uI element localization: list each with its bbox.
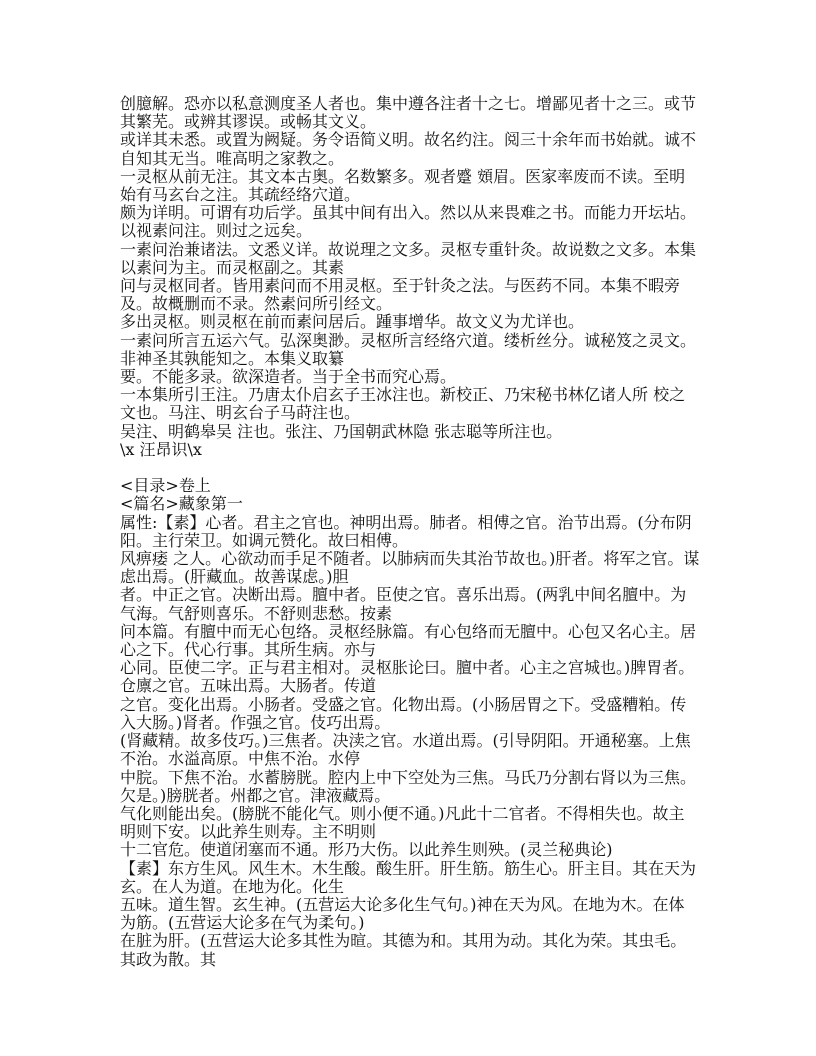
preface-section xyxy=(120,95,700,459)
paragraph: 风痹痿 之人。心欲动而手足不随者。以肺病而失其治节故也。)肝者。将军之官。谋虑出焉。(肝藏血。故善谋虑。)胆 xyxy=(120,549,700,587)
paragraph: 要。不能多录。欲深造者。当于全书而究心焉。 xyxy=(120,367,457,387)
paragraph: 一素问治兼诸法。文悉义详。故说理之文多。灵枢专重针灸。故说数之文多。本集以素问为主。而灵枢副之。其素 xyxy=(120,239,697,277)
paragraph: 创臆解。恐亦以私意测度圣人者也。集中遵各注者十之七。增鄙见者十之三。或节其繁芜。或辨其谬误。或畅其文义。 xyxy=(120,94,697,132)
paragraph: 问与灵枢同者。皆用素问而不用灵枢。至于针灸之法。与医药不同。本集不暇旁及。故概删而不录。然素问所引经文。 xyxy=(120,276,681,314)
paragraph: 之官。变化出焉。小肠者。受盛之官。化物出焉。(小肠居胃之下。受盛糟粕。传入大肠。)肾者。作强之官。伎巧出焉。 xyxy=(120,694,687,732)
paragraph: 五味。道生智。玄生神。(五营运大论多化生气句。)神在天为风。在地为木。在体为筋。(五营运大论多在气为柔句。) xyxy=(120,894,685,933)
paragraph: 一素问所言五运六气。弘深奥渺。灵枢所言经络穴道。缕析丝分。诚秘笈之灵文。非神圣其孰能知之。本集义取纂 xyxy=(120,330,697,368)
paragraph: 一本集所引王注。乃唐太仆启玄子王冰注也。新校正、乃宋秘书林亿诸人所 校之文也。马注、明玄台子马莳注也。 xyxy=(120,385,686,423)
paragraph: 【素】东方生风。风生木。木生酸。酸生肝。肝生筋。筋生心。肝主目。其在天为玄。在人为道。在地为化。化生 xyxy=(120,858,697,896)
paragraph: 十二官危。使道闭塞而不通。形乃大伤。以此养生则殃。(灵兰秘典论) xyxy=(120,840,613,860)
paragraph: 者。中正之官。决断出焉。膻中者。臣使之官。喜乐出焉。(两乳中间名膻中。为气海。气舒则喜乐。不舒则悲愁。按素 xyxy=(120,585,687,623)
toc-heading: <目录>卷上 xyxy=(120,476,211,496)
paragraph: 或详其未悉。或置为阙疑。务令语简义明。故名约注。阅三十余年而书始就。诚不自知其无当。唯高明之家教之。 xyxy=(120,130,697,168)
paragraph: 属性:【素】心者。君主之官也。神明出焉。肺者。相傅之官。治节出焉。(分布阴阳。主行荣卫。如调元赞化。故曰相傅。 xyxy=(120,512,692,550)
paragraph: (肾藏精。故多伎巧。)三焦者。决渎之官。水道出焉。(引导阴阳。开通秘塞。上焦不治。水溢高原。中焦不治。水停 xyxy=(120,731,691,769)
paragraph: 吴注、明鹤皋吴 注也。张注、乃国朝武林隐 张志聪等所注也。 xyxy=(120,421,563,441)
chapter-section xyxy=(120,477,700,968)
paragraph: 心同。臣使二字。正与君主相对。灵枢胀论曰。膻中者。心主之宫城也。)脾胃者。仓廪之官。五味出焉。大肠者。传道 xyxy=(120,658,695,696)
paragraph: 多出灵枢。则灵枢在前而素问居后。踵事增华。故文义为尤详也。 xyxy=(120,312,585,332)
blank-line xyxy=(120,459,700,477)
paragraph: 气化则能出矣。(膀胱不能化气。则小便不通。)凡此十二官者。不得相失也。故主明则下安。以此养生则寿。主不明则 xyxy=(120,803,685,842)
paragraph: 中脘。下焦不治。水蓄膀胱。腔内上中下空处为三焦。马氏乃分割右肾以为三焦。欠是。)膀胱者。州都之官。津液藏焉。 xyxy=(120,767,697,805)
paragraph: 颇为详明。可谓有功后学。虽其中间有出入。然以从来畏难之书。而能力开坛坫。以视素问注。则过之远矣。 xyxy=(120,203,697,241)
paragraph: 问本篇。有膻中而无心包络。灵枢经脉篇。有心包络而无膻中。心包又名心主。居心之下。代心行事。其所生病。亦与 xyxy=(120,621,697,660)
chapter-title: <篇名>藏象第一 xyxy=(120,494,243,514)
paragraph: 一灵枢从前无注。其文本古奥。名数繁多。观者蹙 頞眉。医家率废而不读。至明始有马玄台之注。其疏经络穴道。 xyxy=(120,166,686,205)
signature-line: \x 汪昂识\x xyxy=(120,439,202,459)
document-page xyxy=(120,95,700,969)
paragraph: 在脏为肝。(五营运大论多其性为暄。其德为和。其用为动。其化为荣。其虫毛。其政为散。其 xyxy=(120,931,687,969)
